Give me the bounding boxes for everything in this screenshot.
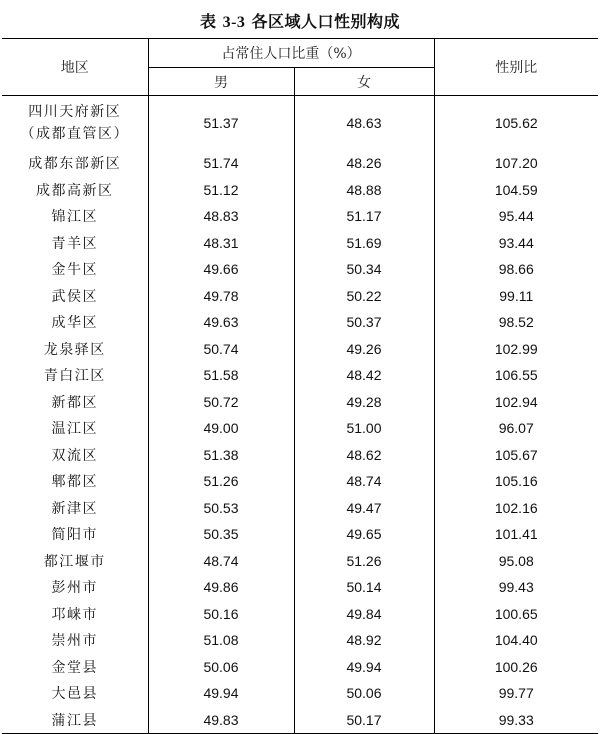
female-share-cell: 49.47 [294,495,434,522]
region-cell: 大邑县 [2,680,148,707]
region-cell: 成华区 [2,309,148,336]
sex-ratio-cell: 102.94 [494,393,538,410]
female-share-cell: 50.34 [294,256,434,283]
sex-ratio-cell: 102.99 [494,340,538,357]
male-share-cell: 51.26 [148,468,294,495]
region-cell: 金堂县 [2,654,148,681]
female-share-cell: 51.69 [294,230,434,257]
table-row [2,150,598,177]
sex-ratio-cell: 96.07 [498,420,534,437]
header-male: 男 [148,68,294,96]
table-row [2,309,598,336]
male-share-cell: 48.74 [148,548,294,575]
male-share-cell: 50.53 [148,495,294,522]
table-row [2,96,598,151]
male-share-cell: 49.94 [148,680,294,707]
female-share-cell: 50.17 [294,707,434,734]
sex-ratio-cell: 99.11 [499,287,534,304]
region-name-line2: （成都直管区） [20,126,129,142]
region-cell: 温江区 [2,415,148,442]
region-cell: 成都高新区 [2,177,148,204]
male-share-cell: 49.63 [148,309,294,336]
population-gender-table [2,38,598,734]
sex-ratio-cell: 105.16 [494,473,538,490]
table-row [2,389,598,416]
region-cell: 郫都区 [2,468,148,495]
male-share-cell: 50.16 [148,601,294,628]
male-share-cell: 49.78 [148,283,294,310]
table-row [2,707,598,734]
male-share-cell: 49.86 [148,574,294,601]
sex-ratio-cell: 93.44 [498,234,534,251]
table-row [2,627,598,654]
female-share-cell: 51.26 [294,548,434,575]
table-row [2,230,598,257]
region-cell: 龙泉驿区 [2,336,148,363]
table-row [2,283,598,310]
sex-ratio-cell: 100.26 [494,658,538,675]
sex-ratio-cell: 98.66 [498,261,534,278]
header-share: 占常住人口比重（%） [148,39,434,68]
table-row [2,415,598,442]
region-cell: 都江堰市 [2,548,148,575]
region-cell: 武侯区 [2,283,148,310]
sex-ratio-cell: 95.08 [498,552,534,569]
female-share-cell: 51.17 [294,203,434,230]
female-share-cell: 49.94 [294,654,434,681]
sex-ratio-cell: 100.65 [494,605,538,622]
male-share-cell: 49.66 [148,256,294,283]
header-ratio: 性别比 [434,39,598,96]
table-row [2,256,598,283]
region-cell: 邛崃市 [2,601,148,628]
region-cell: 青白江区 [2,362,148,389]
region-cell: 彭州市 [2,574,148,601]
table-row [2,574,598,601]
male-share-cell: 50.35 [148,521,294,548]
table-title-text: 各区域人口性别构成 [251,12,400,31]
sex-ratio-cell: 105.67 [494,446,538,463]
male-share-cell: 49.83 [148,707,294,734]
male-share-cell: 48.31 [148,230,294,257]
female-share-cell: 49.26 [294,336,434,363]
sex-ratio-cell: 104.40 [494,632,538,649]
sex-ratio-cell: 106.55 [494,367,538,384]
region-cell: 青羊区 [2,230,148,257]
region-cell: 新津区 [2,495,148,522]
region-cell: 简阳市 [2,521,148,548]
sex-ratio-cell: 98.52 [498,314,534,331]
region-cell: 新都区 [2,389,148,416]
header-region: 地区 [2,39,148,96]
table-row [2,548,598,575]
male-share-cell: 51.08 [148,627,294,654]
table-row [2,680,598,707]
table-row [2,521,598,548]
female-share-cell: 48.26 [294,150,434,177]
male-share-cell: 51.74 [148,150,294,177]
region-cell: 崇州市 [2,627,148,654]
table-row [2,203,598,230]
region-cell: 金牛区 [2,256,148,283]
female-share-cell: 50.06 [294,680,434,707]
male-share-cell: 51.37 [148,96,294,151]
sex-ratio-cell: 102.16 [494,499,538,516]
table-row [2,336,598,363]
sex-ratio-cell: 99.33 [434,707,598,734]
female-share-cell: 50.22 [294,283,434,310]
region-cell: 成都东部新区 [2,150,148,177]
male-share-cell: 51.58 [148,362,294,389]
female-share-cell: 48.42 [294,362,434,389]
table-header [2,39,598,96]
female-share-cell: 48.74 [294,468,434,495]
female-share-cell: 51.00 [294,415,434,442]
female-share-cell: 48.92 [294,627,434,654]
region-name-line1: 四川天府新区 [28,104,122,120]
female-share-cell: 50.37 [294,309,434,336]
table-row [2,177,598,204]
male-share-cell: 49.00 [148,415,294,442]
sex-ratio-cell: 95.44 [498,208,534,225]
table-row [2,442,598,469]
region-cell [2,96,148,151]
female-share-cell: 49.65 [294,521,434,548]
region-cell: 双流区 [2,442,148,469]
table-title [0,9,600,32]
male-share-cell: 50.72 [148,389,294,416]
female-share-cell: 48.63 [294,96,434,151]
sex-ratio-cell: 99.77 [498,685,534,702]
female-share-cell: 48.88 [294,177,434,204]
female-share-cell: 49.84 [294,601,434,628]
table-title-number: 3-3 [222,14,246,31]
male-share-cell: 51.12 [148,177,294,204]
table-body [2,96,598,734]
table-row [2,654,598,681]
sex-ratio-cell: 104.59 [494,181,538,198]
sex-ratio-cell: 99.43 [498,579,534,596]
male-share-cell: 51.38 [148,442,294,469]
sex-ratio-cell: 107.20 [494,155,538,172]
table-row [2,468,598,495]
male-share-cell: 50.74 [148,336,294,363]
sex-ratio-cell: 105.62 [494,115,538,131]
region-cell: 蒲江县 [2,707,148,734]
sex-ratio-cell: 101.41 [494,526,538,543]
table-row [2,601,598,628]
header-female: 女 [294,68,434,96]
table-title-label: 表 [199,12,217,31]
female-share-cell: 48.62 [294,442,434,469]
female-share-cell: 49.28 [294,389,434,416]
male-share-cell: 50.06 [148,654,294,681]
male-share-cell: 48.83 [148,203,294,230]
female-share-cell: 50.14 [294,574,434,601]
table-row [2,362,598,389]
table-row [2,495,598,522]
region-cell: 锦江区 [2,203,148,230]
